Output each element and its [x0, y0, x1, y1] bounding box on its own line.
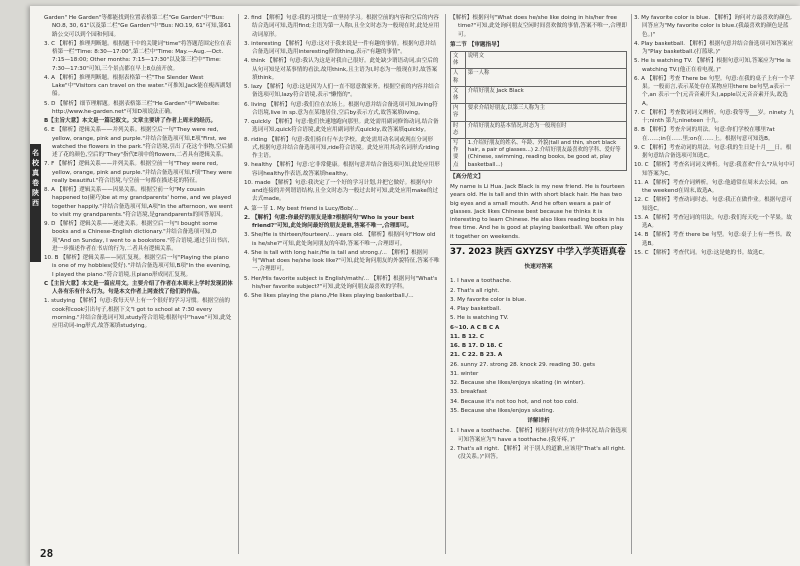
answer-line: 3. My favorite color is blue.: [450, 296, 527, 303]
answer-item: 4. think 【解析】句意:我认为这是对我自己很好。此处缺少谓语动词,由空后的从句可知是对某事情的看法,故用think,且主语为I,时态为一般现在时,故答案填think。: [244, 58, 439, 81]
table-cell: 文体: [451, 52, 466, 69]
quick-answers-heading: 快速对答案: [524, 264, 553, 271]
table-row: [451, 86, 627, 103]
answer-item: 8. A 【解析】逻辑关系——因果关系。根据空前一句"My cousin happened to(碰巧)be at my grandparents' home, and we played together happily."并结合备选项可知,A项"In the afternoon, we went to visit my grandparents."符合语境,是grandparents的回答原因。: [44, 187, 233, 218]
answer-item: 7. quickly 【解析】句意:他们快速地跑向那里。此处需用副词修饰动词,结合备选词可知,quick符合语境,此处应用副词形式quickly,故答案填quickly。: [244, 119, 439, 134]
table-row: [451, 69, 627, 86]
answer-item: 12. C 【解析】考查动词时态。句意:我正在做作业。根据句意可知选C。: [634, 197, 793, 212]
answer-item: 【解析】根据问句"What does he/she like doing in his/her free time?"可知,此处询问朋友空闲时间喜欢做的事情,答案不唯一,合理即可。: [450, 15, 627, 38]
answer-item: 10. made 【解析】句意:我决定了一个好的学习计划,并把它做好。根据句中and连接的并列谓语结构,且全文时态为一般过去时可知,此处应用make的过去式made。: [244, 179, 439, 203]
answer-item: 6. living 【解析】句意:我们住在农场上。根据句意并结合备选项可知,living符合语境,live in sp.意为在某地居住,空后by表示方式,故答案填living。: [244, 101, 438, 116]
answer-item: A. 第一节 1. My best friend is Lucy/Bob/...: [244, 205, 358, 212]
side-tab-label: 名校真卷: [32, 149, 39, 187]
section-summary: B【主旨大意】本文是一篇记叙文。文章主要讲了作者上周末的经历。: [44, 118, 217, 124]
answer-item: 8. riding 【解析】句意:我们骑自行车去学校。此处需用动名词或现在分词形式,根据句意并结合备选项可知,ride符合语境。此处应用其动名词形式riding作主语。: [244, 136, 440, 159]
section-heading: 2. 【解析】句意:你最好的朋友是谁?根据问句"Who is your best friend?"可知,此处询问最好的朋友是谁,答案不唯一,合理即可。: [244, 214, 415, 229]
answer-item: 1. studying 【解析】句意:我每天早上有一个很好的学习习惯。根据空前的cook和cook引出句子,根据下文"I got to school at 7:30 every morning."并结合备选词可知,study符合语境;根据句中"have"可知,此处应用动词-ing形式,故答案填studying。: [44, 298, 232, 329]
answer-item: Garden" He Garden"等都能找到位置表格第二栏"Ge Garden"中"Bus: NO.8, 30, 61"以及第二栏"Ge Garden"中"Bus: NO.19, 61"可知,第61路公交可以到个园和何园。: [44, 15, 232, 38]
column-1: [44, 14, 234, 331]
table-cell: 文体: [451, 86, 466, 103]
answer-page: [30, 6, 800, 566]
table-row: [451, 52, 627, 69]
answer-line: 5. He is watching TV.: [450, 315, 509, 322]
table-cell: 写作要点: [451, 139, 466, 171]
model-essay: My name is Li Hua. Jack Black is my new friend. He is fourteen years old. He is tall and thin with short black hair. He has two big eyes and a small mouth. And he often wears a pair of glasses. Jack likes Chinese best because he thinks it is interesting to learn Chinese. He also likes reading books in his free time. And he is good at playing basketball. We often play it together on weekends.: [450, 184, 625, 240]
answer-item: 15. C 【解析】考查代词。句意:这是她的书。故选C。: [634, 249, 769, 256]
table-cell: 介绍好朋友 Jack Black: [465, 86, 626, 103]
answer-item: 5. lazy 【解析】句意:这是因为人们一直不愿意做家务。根据空前的内容并结合备选项可知,lazy符合语境,表示"懒惰的"。: [244, 84, 440, 99]
table-cell: 时态: [451, 121, 466, 138]
answer-item: 14. B 【解析】考查 there be 句型。句意:桌子上有一些书。故选B。: [634, 232, 792, 247]
answer-item: 4. Play basketball. 【解析】根据句意并结合备选项可知答案应为"Play basketball.(打篮球。)": [634, 40, 794, 55]
answer-item: 6. A 【解析】考查 There be 句型。句意:在我的桌子上有一个苹果。一般而言,表示某处存在某物应用there be句型,a表示一个,an 表示一个(元音音素开头),apple以元音音素开头,故选A。: [634, 75, 795, 107]
answer-line: 6~10. A C B C A: [450, 324, 500, 331]
answer-item: 10. C 【解析】考查名词词义辨析。句意:我喜欢"什么"?从句中可知答案为C。: [634, 162, 795, 177]
answer-line: 32. Because she likes/enjoys skating (in winter).: [450, 380, 585, 387]
answer-line: 26. sunny 27. strong 28. knock 29. reading 30. gets: [450, 361, 596, 368]
answer-line: 11. B 12. C: [450, 333, 485, 340]
answer-item: 6. She likes playing the piano./He likes playing basketball./...: [244, 293, 414, 299]
answer-line: 35. Because she likes/enjoys skating.: [450, 407, 555, 414]
answer-item: 9. healthy 【解析】句意:它非常健康。根据句意并结合备选项可知,此处应用形容词healthy作表语,故答案填healthy。: [244, 162, 440, 177]
answer-item: 4. She is tall with long hair./He is tall and strong./... 【解析】根据问句"What does he/she look like?"可知,此处询问朋友的外貌特征,答案不唯一,合理即可。: [244, 249, 440, 273]
model-essay-heading: 【高分范文】: [450, 173, 484, 180]
section-summary: C【主旨大意】本文是一篇应用文。主要介绍了作者在本周末上学时发现团体人各有乐有什么行为。句是本文作者上网查找了他们的作品。: [44, 280, 233, 295]
table-row: [451, 104, 627, 121]
column-4: [634, 14, 796, 258]
table-cell: 内容: [451, 104, 466, 121]
answer-item: 10. B 【解析】逻辑关系——同汇复现。根据空后一句"Playing the piano is one of my hobbies(爱好)."并结合备选项可知,B项"In the evening, I played the piano."符合语境,且piano形成同汇复现。: [44, 255, 231, 278]
answer-line: 2. That's all right.: [450, 287, 500, 294]
table-cell: 要求介绍好朋友,以第三人称为主: [465, 104, 626, 121]
exam-title: 37. 2023 陕西 GXYZSY 中学入学英语真卷: [450, 244, 627, 258]
answer-item: 2. find 【解析】句意:我的习惯是一直坚持学习。根据空前的内容和空后的内容结合选词可知,选用find;主语为第一人称I,且全文时态为一般现在时,此处应用动词原形。: [244, 15, 440, 38]
answer-item: 7. C 【解析】考查数词词义辨析。句意:我等等___岁。ninety 九十;ninth 第九;nineteen 十九。: [634, 109, 794, 124]
column-divider: [238, 14, 239, 554]
writing-guide-heading: 第二节 【审题指导】: [450, 41, 503, 48]
answer-line: 34. Because it's not too hot, and not too cold.: [450, 398, 579, 405]
page-number: 28: [40, 547, 54, 560]
answer-line: 33. breakfast: [450, 389, 488, 396]
answer-line: 16. B 17. D 18. C: [450, 343, 503, 350]
column-2: [244, 14, 440, 301]
answer-item: 3. My favorite color is blue. 【解析】询问对方最喜欢的颜色,回答应为"My favorite color is blue.(我最喜欢的颜色是蓝色。)": [634, 15, 792, 38]
table-row: [451, 139, 627, 171]
answer-line: 31. winter: [450, 370, 479, 377]
answer-item: 3. interesting 【解析】句意:这对于我来说是一件有趣的事情。根据句意并结合备选词可知,选用interesting修饰thing,表示"有趣的事情"。: [244, 40, 436, 55]
answer-item: 9. C 【解析】考查动词的用法。句意:我的生日是十月___日。根据句意结合备选项可知选C。: [634, 144, 792, 159]
answer-item: 5. Her/His favorite subject is English/math/... 【解析】根据问句"What's his/her favorite subject?"可知,此处询问朋友最喜欢的学科。: [244, 275, 438, 290]
detail-heading: 详解详析: [527, 418, 550, 425]
table-row: [451, 121, 627, 138]
column-divider: [445, 14, 446, 554]
table-cell: 介绍好朋友的基本情况,时态为一般现在时: [465, 121, 626, 138]
answer-line: 4. Play basketball.: [450, 306, 501, 313]
answer-item: 7. F 【解析】逻辑关系——并列关系。根据空前一句"They were red, yellow, orange, pink and purple."并结合备选项可知,F项"They were really beautiful."符合语境,与空前一句都在描述花的特征。: [44, 161, 232, 184]
answer-item: 1. I have a toothache. 【解析】根据问句对方的身体状况,结合备选项可知答案应为"I have a toothache.(我牙疼。)": [450, 428, 627, 443]
writing-guide-table: [450, 51, 627, 171]
answer-item: 5. D 【解析】细节理解题。根据表格第三栏"He Garden"中"Website: http://www.he-garden.net"可知D项说法正确。: [44, 100, 220, 115]
table-cell: 1.介绍好朋友的姓名、年龄、外貌(tall and thin, short black hair, a pair of glasses...) 2.介绍好朋友最喜欢的学科、爱好等(Chinese, swimming, reading books, be good at, play basketball...): [465, 139, 626, 171]
answer-item: 6. E 【解析】逻辑关系——并列关系。根据空后一句"They were red, yellow, orange, pink and purple."并结合备选项可知,E项"First, we watched the flowers in the park."符合语境,引出了花这个事物,空后描述了花的颜色,空后的"They"指代E项中的flowers,二者具有逻辑关系。: [44, 127, 233, 158]
answer-item: 3. She/He is thirteen/fourteen/... years old. 【解析】根据问句"How old is he/she?"可知,此处询问朋友的年龄,答案不唯一,合理即可。: [244, 232, 436, 247]
column-3: [450, 14, 627, 462]
answer-line: 1. I have a toothache.: [450, 278, 512, 285]
answer-item: 2. That's all right. 【解析】对于别人的道歉,应该用"That's all right.(没关系。)"回答。: [450, 445, 626, 461]
answer-item: 8. B 【解析】考查介词的用法。句意:你们学校在哪里?at在……;in在……里;on在……上。根据句意可知选B。: [634, 127, 775, 142]
answer-line: 21. C 22. B 23. A: [450, 352, 503, 359]
side-tab: [30, 144, 41, 262]
answer-item: 5. He is watching TV. 【解析】根据句意可知,答案应为"He is watching TV.(他正在看电视。)": [634, 58, 791, 73]
table-cell: 人称: [451, 69, 466, 86]
answer-item: 3. C 【解析】推理判断题。根据题干中的关键词"time"将答题范围定位在表格第一栏"Time: 8:30—17:00",第二栏中"Time: May.—Aug.—Oct. 7:15—18:00; Other months: 7:15—17:30"以及第三栏中"Time: 7:30—17:30"可知,三个景点都在早上8点前开放。: [44, 40, 232, 72]
table-cell: 说明文: [465, 52, 626, 69]
answer-item: 9. D 【解析】逻辑关系——递进关系。根据空后一句"I bought some books and a Chinese-English dictionary."并结合备选项可知,D项"And on Sunday, I went to a bookstore."符合语境,通过引出书店,进一步描述作者在书店的行为,二者具有逻辑关系。: [44, 221, 230, 252]
side-tab-region: 陕西: [32, 189, 39, 207]
answer-item: 13. A 【解析】考查冠词的用法。句意:我们每天吃一个苹果。故选A。: [634, 214, 793, 229]
answer-item: 4. A 【解析】推理判断题。根据表格第一栏"The Slender West Lake"中"Visitors can travel on the water."可推知,Jack能在瘦西湖划船。: [44, 74, 231, 98]
table-cell: 第一人称: [465, 69, 626, 86]
column-divider: [631, 14, 632, 554]
answer-item: 11. A 【解析】考查介词辨析。句意:他通常在周末去公园。on the weekend在周末,故选A。: [634, 179, 788, 194]
